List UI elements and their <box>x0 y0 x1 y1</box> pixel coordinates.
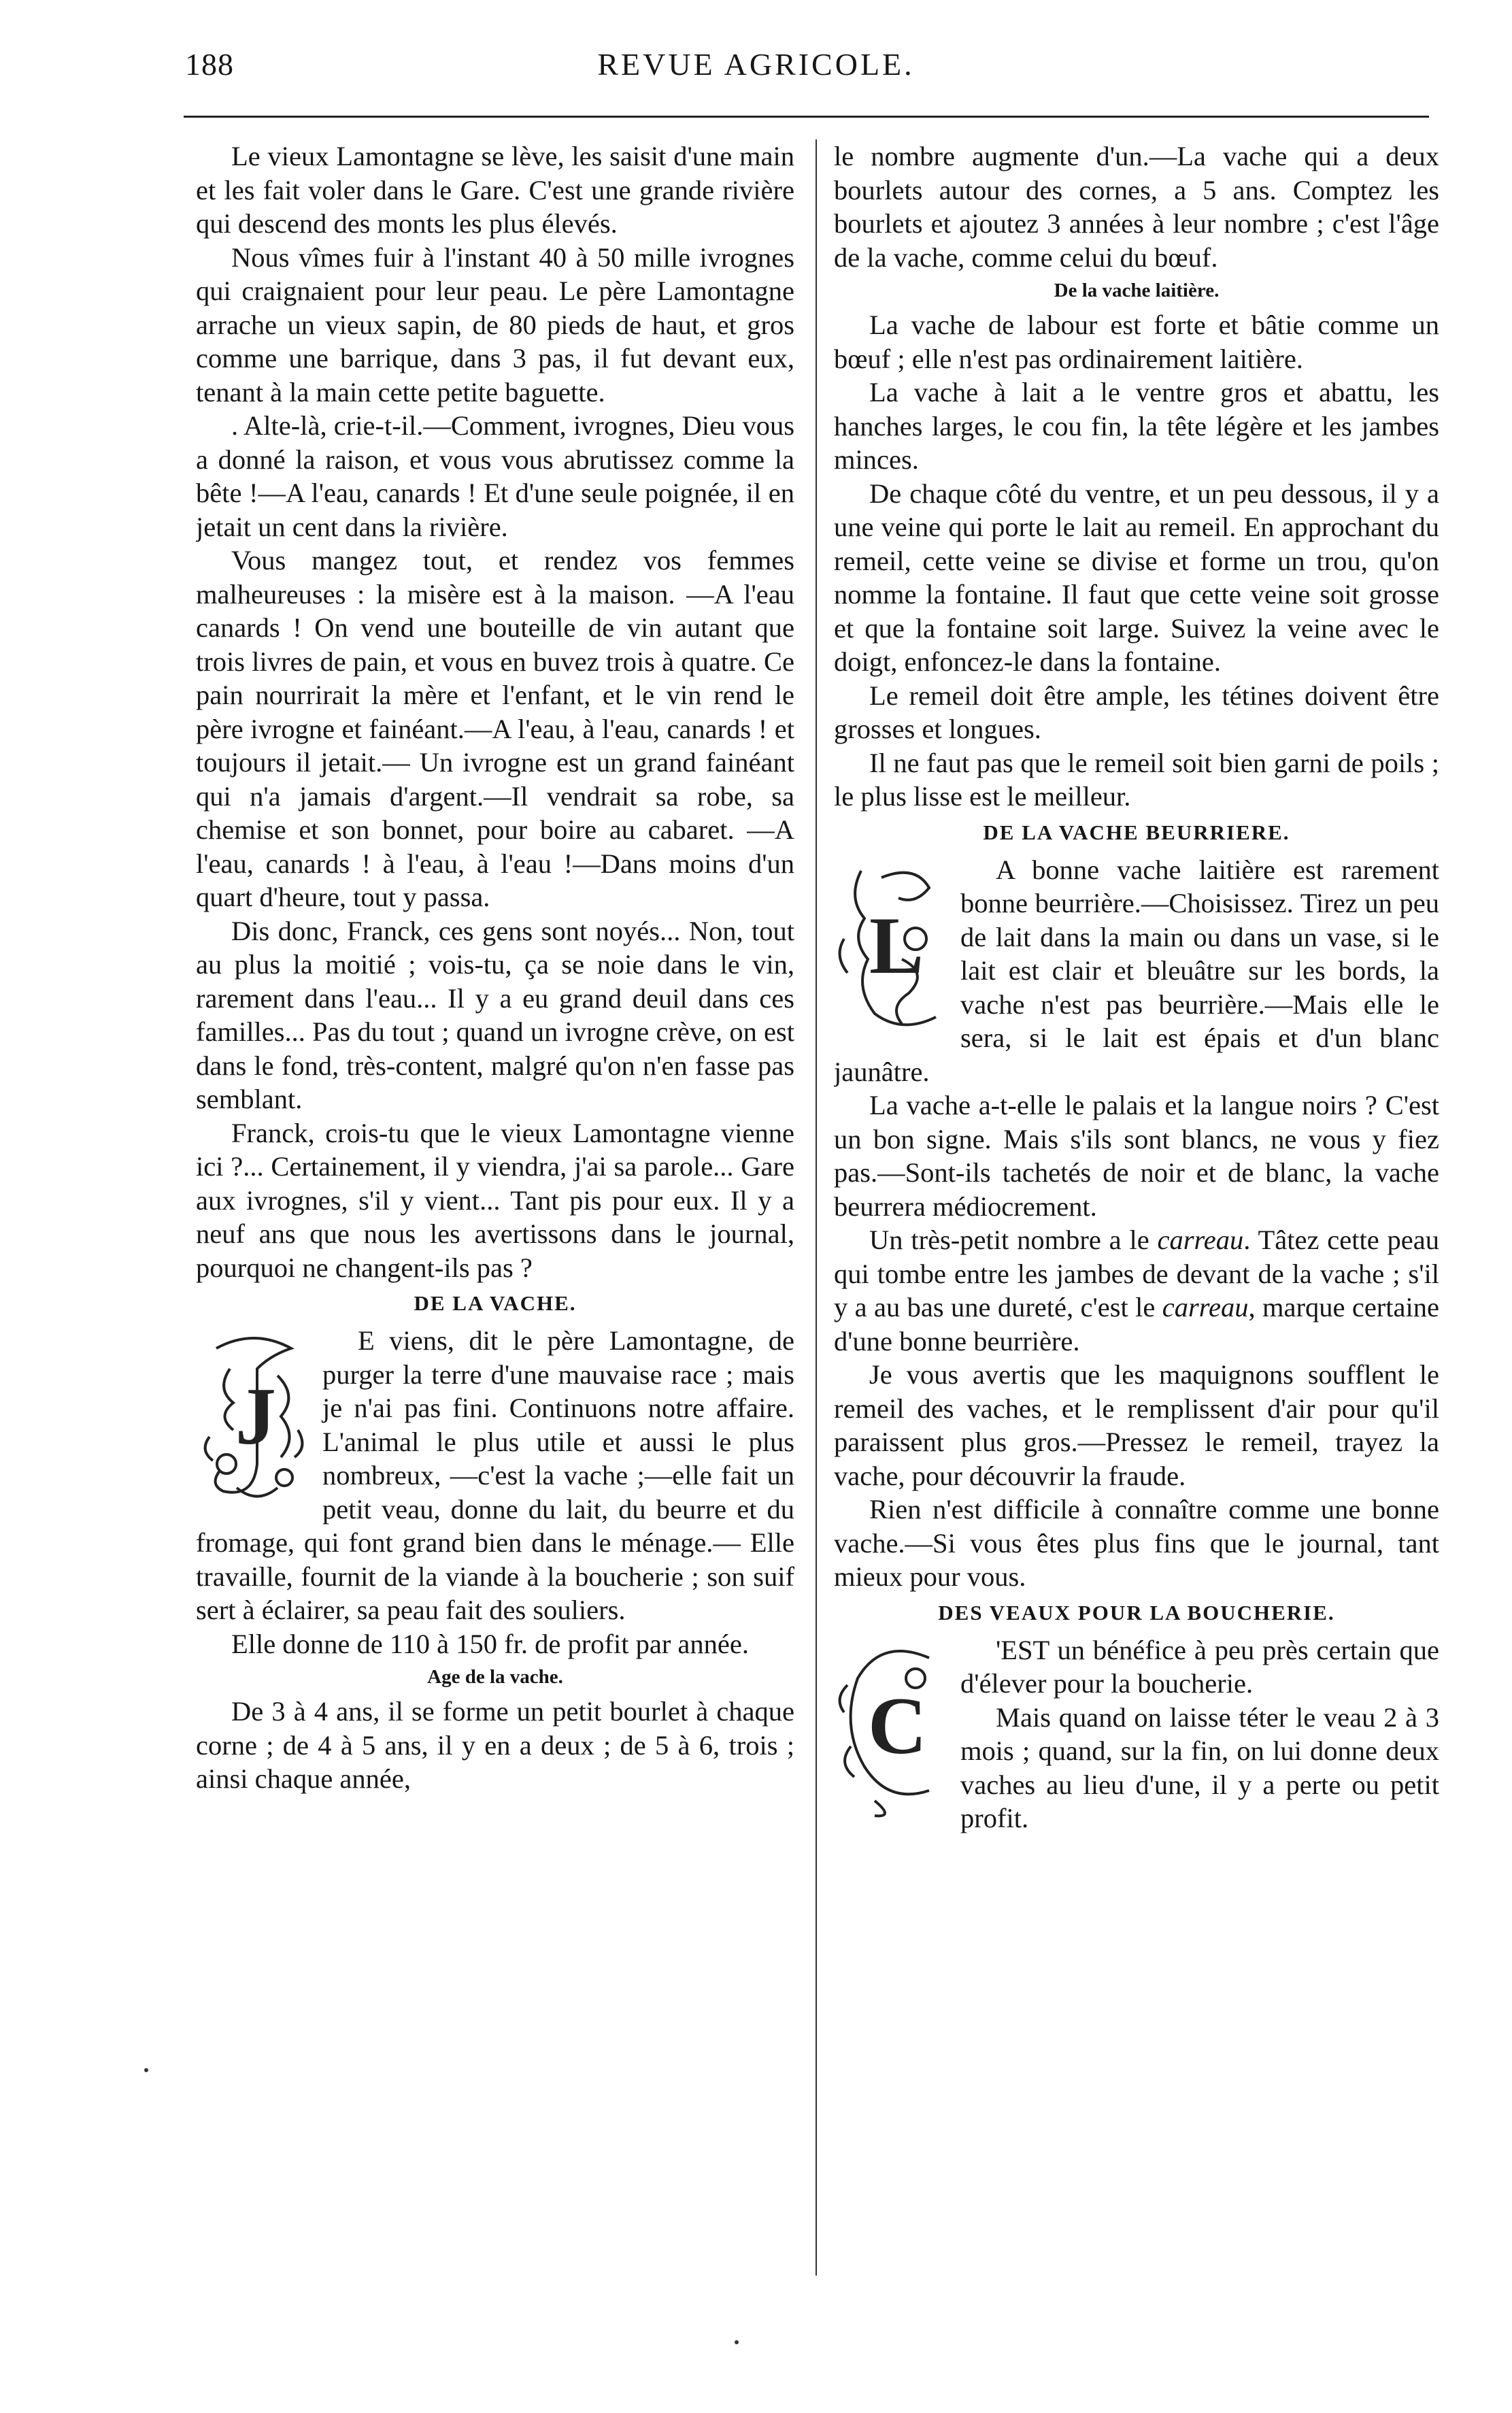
paragraph-carreau <box>834 1223 1439 1358</box>
paragraph: 'EST un bénéfice à peu près certain que d'élever pour la boucherie. <box>960 1634 1439 1699</box>
ornamental-initial-graphic <box>834 1637 950 1821</box>
ornamental-initial-graphic <box>834 857 950 1041</box>
column-divider <box>816 139 817 2276</box>
running-title: REVUE AGRICOLE. <box>597 47 915 82</box>
text-run: Un très-petit nombre a le <box>869 1225 1158 1255</box>
paragraph: E viens, dit le père Lamontagne, de purger la terre d'une mauvaise race ; mais je n'ai pas fini. Continuons notre affaire. L'animal le plus utile et aussi le plus nombreux, —c'est la vache ;—elle fait un petit veau, donne du lait, du beurre et du fromage, qui font grand bien dans le ménage.— Elle travaille, fournit de la viande à la boucherie ; son suif sert à éclairer, sa peau fait des souliers. <box>196 1325 794 1625</box>
paragraph: Nous vîmes fuir à l'instant 40 à 50 mille ivrognes qui craignaient pour leur peau. Le père Lamontagne arrache un vieux sapin, de 80 pieds de haut, et gros comme une barrique, dans 3 pas, il fut devant eux, tenant à la main cette petite baguette. <box>196 242 794 407</box>
paragraph: Franck, crois-tu que le vieux Lamontagne vienne ici ?... Certainement, il y viendra, j'ai sa parole... Gare aux ivrognes, s'il y vient... Tant pis pour eux. Il y a neuf ans que nous les avertissons dans le journal, pourquoi ne changent-ils pas ? <box>196 1117 794 1283</box>
paragraph: le nombre augmente d'un.—La vache qui a deux bourlets autour des cornes, a 5 ans. Comptez les bourlets et ajoutez 3 années à leur nombre ; c'est l'âge de la vache, comme celui du bœuf. <box>834 141 1439 273</box>
paragraph: . Alte-là, crie-t-il.—Comment, ivrognes, Dieu vous a donné la raison, et vous vous abrutissez comme la bête !—A l'eau, canards ! Et d'une seule poignée, il en jetait un cent dans la rivière. <box>196 410 794 542</box>
paragraph: Le remeil doit être ample, les tétines doivent être grosses et longues. <box>834 680 1439 744</box>
subheading-laitiere: De la vache laitière. <box>1054 280 1220 301</box>
paragraph: Rien n'est difficile à connaître comme une bonne vache.—Si vous êtes plus fins que le journal, tant mieux pour vous. <box>834 1494 1439 1592</box>
paragraph: La vache à lait a le ventre gros et abattu, les hanches larges, le cou fin, la tête légère et les jambes minces. <box>834 377 1439 475</box>
paragraph: Vous mangez tout, et rendez vos femmes malheureuses : la misère est à la maison. —A l'eau canards ! On vend une bouteille de vin autant que trois livres de pain, et vous en buvez trois à quatre. Ce pain nourrirait la mère et l'enfant, et le vin rend le père ivrogne et fainéant.—A l'eau, à l'eau, canards ! et toujours il jetait.— Un ivrogne est un grand fainéant qui n'a jamais d'argent.—Il vendrait sa robe, sa chemise et son bonnet, pour boire au cabaret. —A l'eau, canards ! à l'eau, à l'eau !—Dans moins d'un quart d'heure, tout y passa. <box>196 545 794 912</box>
section-heading-veaux: DES VEAUX POUR LA BOUCHERIE. <box>938 1600 1335 1625</box>
page-header <box>0 46 1512 101</box>
paragraph: De 3 à 4 ans, il se forme un petit bourlet à chaque corne ; de 4 à 5 ans, il y en a deux ; de 5 à 6, trois ; ainsi chaque année, <box>196 1696 794 1794</box>
paragraph: Le vieux Lamontagne se lève, les saisit d'une main et les fait voler dans le Gare. C'est une grande rivière qui descend des monts les plus élevés. <box>196 141 794 239</box>
right-column <box>834 139 1439 2378</box>
print-speck <box>144 2068 148 2072</box>
text-run: . Tâtez cette peau qui tombe entre les jambes de devant de la vache ; s'il y a au bas une dureté, c'est le <box>834 1225 1439 1322</box>
paragraph: La vache de labour est forte et bâtie comme un bœuf ; elle n'est pas ordinairement laitière. <box>834 310 1439 374</box>
ornamental-initial <box>834 1637 950 1821</box>
italic-term: carreau <box>1162 1292 1249 1322</box>
paragraph: La vache a-t-elle le palais et la langue noirs ? C'est un bon signe. Mais s'ils sont blancs, ne vous y fiez pas.—Sont-ils tachetés de noir et de blanc, la vache beurrera médiocrement. <box>834 1090 1439 1222</box>
ornamental-initial <box>196 1328 312 1512</box>
print-speck <box>735 2340 739 2344</box>
paragraph: Elle donne de 110 à 150 fr. de profit par année. <box>231 1628 749 1659</box>
paragraph: Dis donc, Franck, ces gens sont noyés... Non, tout au plus la moitié ; vois-tu, ça se noie dans le vin, rarement dans l'eau... Il y a eu grand deuil dans ces familles... Pas du tout ; quand un ivrogne crève, on est dans le fond, très-content, malgré qu'on n'en fasse pas semblant. <box>196 915 794 1114</box>
ornamental-initial <box>834 857 950 1041</box>
ornamental-initial-graphic <box>196 1328 312 1512</box>
text-run: , marque certaine d'une bonne beurrière. <box>834 1292 1439 1357</box>
page-number: 188 <box>185 47 234 82</box>
section-heading-beurriere: DE LA VACHE BEURRIERE. <box>983 820 1290 844</box>
paragraph: Mais quand on laisse téter le veau 2 à 3 mois ; quand, sur la fin, on lui donne deux vaches au lieu d'une, il y a perte ou petit profit. <box>960 1701 1439 1833</box>
dropcap-letter: L <box>869 899 924 991</box>
paragraph: A bonne vache laitière est rarement bonne beurrière.—Choisissez. Tirez un peu de lait dans la main ou dans un vase, si le lait est clair et bleuâtre sur les bords, la vache n'est pas beurrière.—Mais elle le sera, si le lait est épais et d'un blanc jaunâtre. <box>834 854 1439 1087</box>
header-rule <box>184 116 1429 118</box>
dropcap-letter: J <box>235 1371 276 1461</box>
section-heading-vache: DE LA VACHE. <box>414 1291 577 1315</box>
left-column <box>196 139 794 2378</box>
paragraph: Il ne faut pas que le remeil soit bien garni de poils ; le plus lisse est le meilleur. <box>834 747 1439 812</box>
paragraph: De chaque côté du ventre, et un peu dessous, il y a une veine qui porte le lait au remeil. En approchant du remeil, cette veine se divise et forme un trou, qu'on nomme la fontaine. Il faut que cette veine soit grosse et que la fontaine soit large. Suivez la veine avec le doigt, enfoncez-le dans la fontaine. <box>834 478 1439 677</box>
paragraph: Je vous avertis que les maquignons soufflent le remeil des vaches, et le remplissent d'air pour qu'il paraissent plus gros.—Pressez le remeil, trayez la vache, pour découvrir la fraude. <box>834 1359 1439 1491</box>
italic-term: carreau <box>1157 1225 1244 1255</box>
subheading-age: Age de la vache. <box>427 1666 563 1688</box>
dropcap-letter: C <box>868 1680 927 1771</box>
